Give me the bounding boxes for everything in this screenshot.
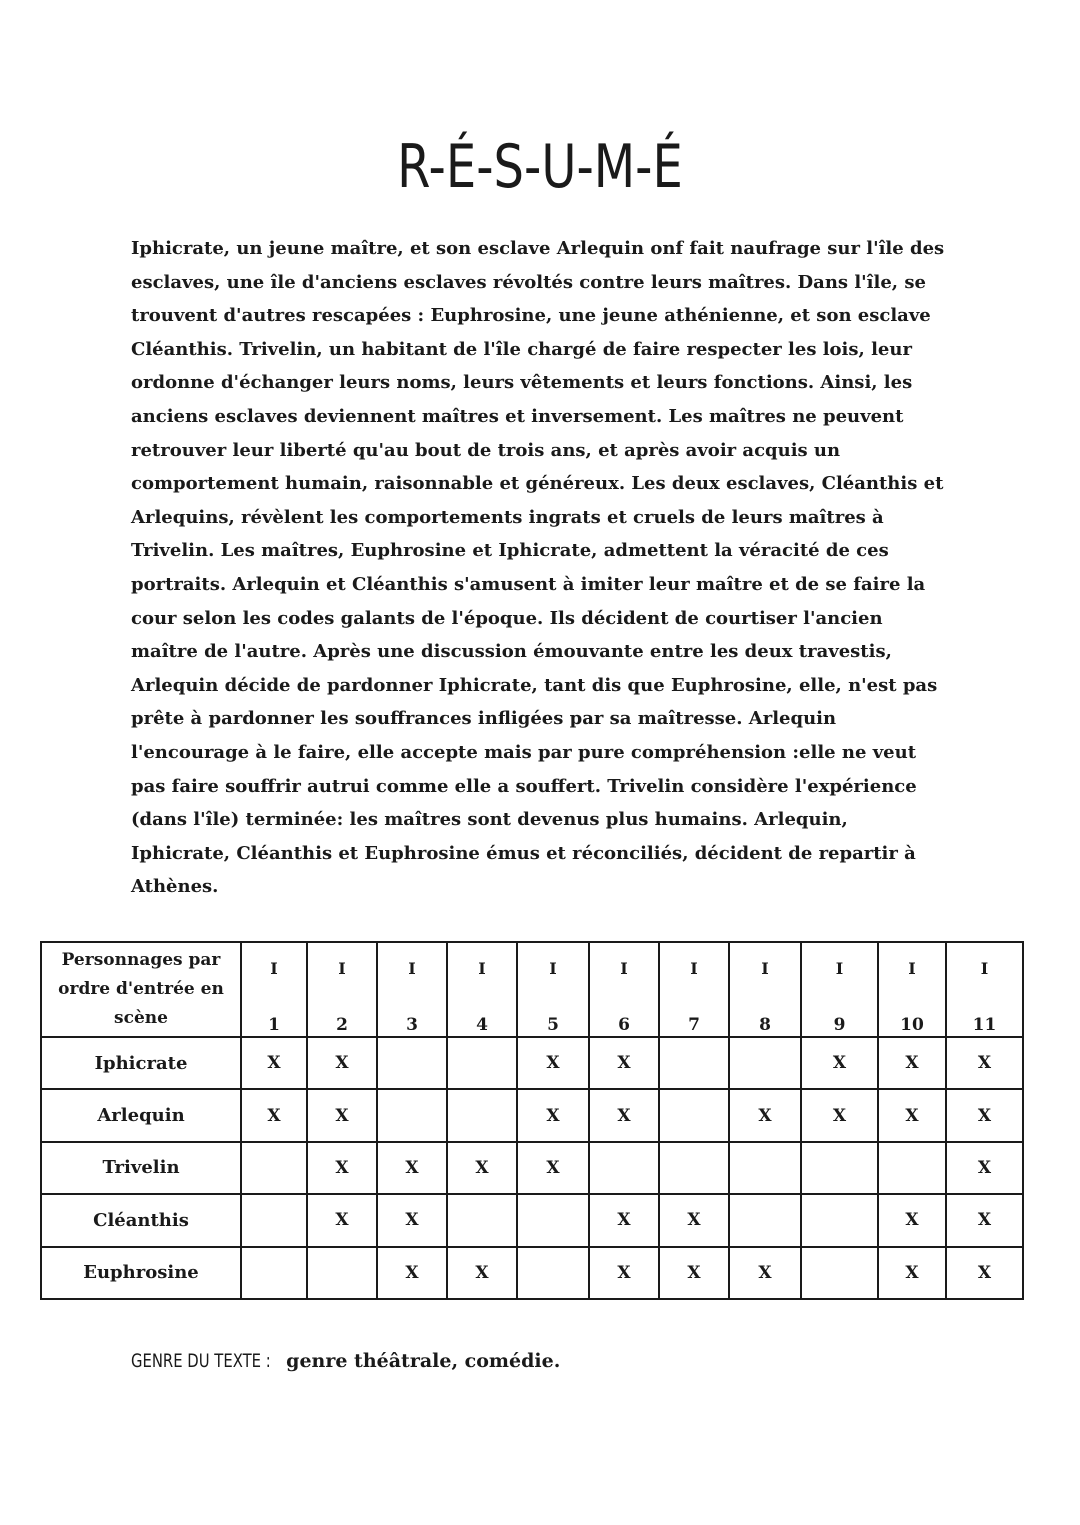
presence-cell: X [589,1247,659,1299]
presence-cell: X [307,1037,377,1089]
scene-header [729,942,801,1037]
presence-cell: X [659,1247,729,1299]
scene-number: 11 [972,1015,997,1035]
scene-number: 8 [759,1015,771,1035]
act-label: I [478,959,486,978]
presence-cell: X [377,1142,447,1194]
scene-header [377,942,447,1037]
presence-cell [729,1142,801,1194]
presence-cell: X [946,1037,1023,1089]
presence-cell: X [377,1194,447,1246]
scene-header [659,942,729,1037]
scene-number: 1 [268,1015,280,1035]
presence-cell: X [517,1142,589,1194]
presence-cell [729,1037,801,1089]
presence-cell: X [801,1089,878,1141]
presence-cell: X [307,1142,377,1194]
presence-cell [659,1089,729,1141]
presence-cell: X [878,1247,946,1299]
presence-cell: X [447,1247,517,1299]
presence-cell: X [946,1089,1023,1141]
presence-cell: X [447,1142,517,1194]
presence-cell: X [946,1142,1023,1194]
scene-number: 2 [336,1015,348,1035]
scene-number: 10 [900,1015,924,1035]
character-name: Trivelin [41,1142,241,1194]
presence-cell [241,1247,307,1299]
scene-header [447,942,517,1037]
act-label: I [690,959,698,978]
scene-header [241,942,307,1037]
presence-cell [241,1142,307,1194]
presence-cell [801,1142,878,1194]
presence-cell: X [307,1194,377,1246]
presence-cell: X [517,1089,589,1141]
presence-cell [447,1194,517,1246]
act-label: I [620,959,628,978]
presence-cell: X [517,1037,589,1089]
character-name: Euphrosine [41,1247,241,1299]
character-name: Iphicrate [41,1037,241,1089]
presence-cell [659,1142,729,1194]
scene-header [946,942,1023,1037]
scene-header [307,942,377,1037]
table-row [41,1194,1023,1246]
scene-number: 5 [547,1015,559,1035]
act-label: I [338,959,346,978]
presence-cell [517,1247,589,1299]
presence-cell [659,1037,729,1089]
presence-cell [377,1037,447,1089]
presence-cell [729,1194,801,1246]
scene-number: 4 [476,1015,488,1035]
act-label: I [549,959,557,978]
presence-cell: X [589,1089,659,1141]
act-label: I [408,959,416,978]
presence-cell: X [729,1247,801,1299]
presence-cell: X [377,1247,447,1299]
act-label: I [270,959,278,978]
act-label: I [908,959,916,978]
presence-cell [447,1037,517,1089]
presence-cell: X [729,1089,801,1141]
presence-cell [377,1089,447,1141]
presence-cell: X [307,1089,377,1141]
presence-cell [878,1142,946,1194]
presence-cell [801,1247,878,1299]
scene-header [878,942,946,1037]
presence-cell: X [946,1247,1023,1299]
summary-paragraph [131,232,946,904]
act-label: I [980,959,989,978]
presence-cell: X [589,1194,659,1246]
scene-number: 9 [833,1015,846,1035]
summary-text: Iphicrate, un jeune maître, et son esclave Arlequin onf fait naufrage sur l'île des esclaves, une île d'anciens esclaves révoltés contre leurs maîtres. Dans l'île, se trouvent d'autres rescapées : Euphrosine, une jeune athénienne, et son esclave Cléanthis. Trivelin, un habitant de l'île chargé de faire respecter les lois, leur ordonne d'échanger leurs noms, leurs vêtements et leurs fonctions. Ainsi, les anciens esclaves deviennent maîtres et inversement. Les maîtres ne peuvent retrouver leur liberté qu'au bout de trois ans, et après avoir acquis un comportement humain, raisonnable et généreux. Les deux esclaves, Cléanthis et Arlequins, révèlent les comportements ingrats et cruels de leurs maîtres à Trivelin. Les maîtres, Euphrosine et Iphicrate, admettent la véracité de ces portraits. Arlequin et Cléanthis s'amusent à imiter leur maître et de se faire la cour selon les codes galants de l'époque. Ils décident de courtiser l'ancien maître de l'autre. Après une discussion émouvante entre les deux travestis, Arlequin décide de pardonner Iphicrate, tant dis que Euphrosine, elle, n'est pas prête à pardonner les souffrances infligées par sa maîtresse. Arlequin l'encourage à le faire, elle accepte mais par pure compréhension :elle ne veut pas faire souffrir autrui comme elle a souffert. Trivelin considère l'expérience (dans l'île) terminée: les maîtres sont devenus plus humains. Arlequin, Iphicrate, Cléanthis et Euphrosine émus et réconciliés, décident de repartir à Athènes. [131,238,945,898]
presence-cell [517,1194,589,1246]
page-title: R-É-S-U-M-É [397,132,683,202]
scene-number: 3 [406,1015,418,1035]
table-header-row [41,942,1023,1037]
presence-cell [447,1089,517,1141]
presence-cell: X [241,1089,307,1141]
genre-value: genre théâtrale, comédie. [286,1350,561,1372]
presence-cell: X [878,1037,946,1089]
presence-cell: X [589,1037,659,1089]
scene-number: 6 [618,1015,630,1035]
character-name: Arlequin [41,1089,241,1141]
genre-label: GENRE DU TEXTE : [131,1350,271,1372]
presence-cell [307,1247,377,1299]
scene-header [589,942,659,1037]
presence-cell: X [878,1194,946,1246]
scene-header [517,942,589,1037]
presence-cell: X [878,1089,946,1141]
table-row [41,1142,1023,1194]
presence-cell: X [659,1194,729,1246]
table-row [41,1037,1023,1089]
table-row [41,1089,1023,1141]
presence-cell [589,1142,659,1194]
character-name: Cléanthis [41,1194,241,1246]
presence-cell [801,1194,878,1246]
scene-header [801,942,878,1037]
presence-cell [241,1194,307,1246]
scene-number: 7 [688,1015,700,1035]
genre-line [131,1350,560,1372]
table-header-label: Personnages par ordre d'entrée en scène [41,942,241,1037]
character-scene-table [40,941,1024,1300]
presence-cell: X [241,1037,307,1089]
presence-cell: X [946,1194,1023,1246]
act-label: I [835,959,844,978]
presence-cell: X [801,1037,878,1089]
act-label: I [761,959,769,978]
table-row [41,1247,1023,1299]
